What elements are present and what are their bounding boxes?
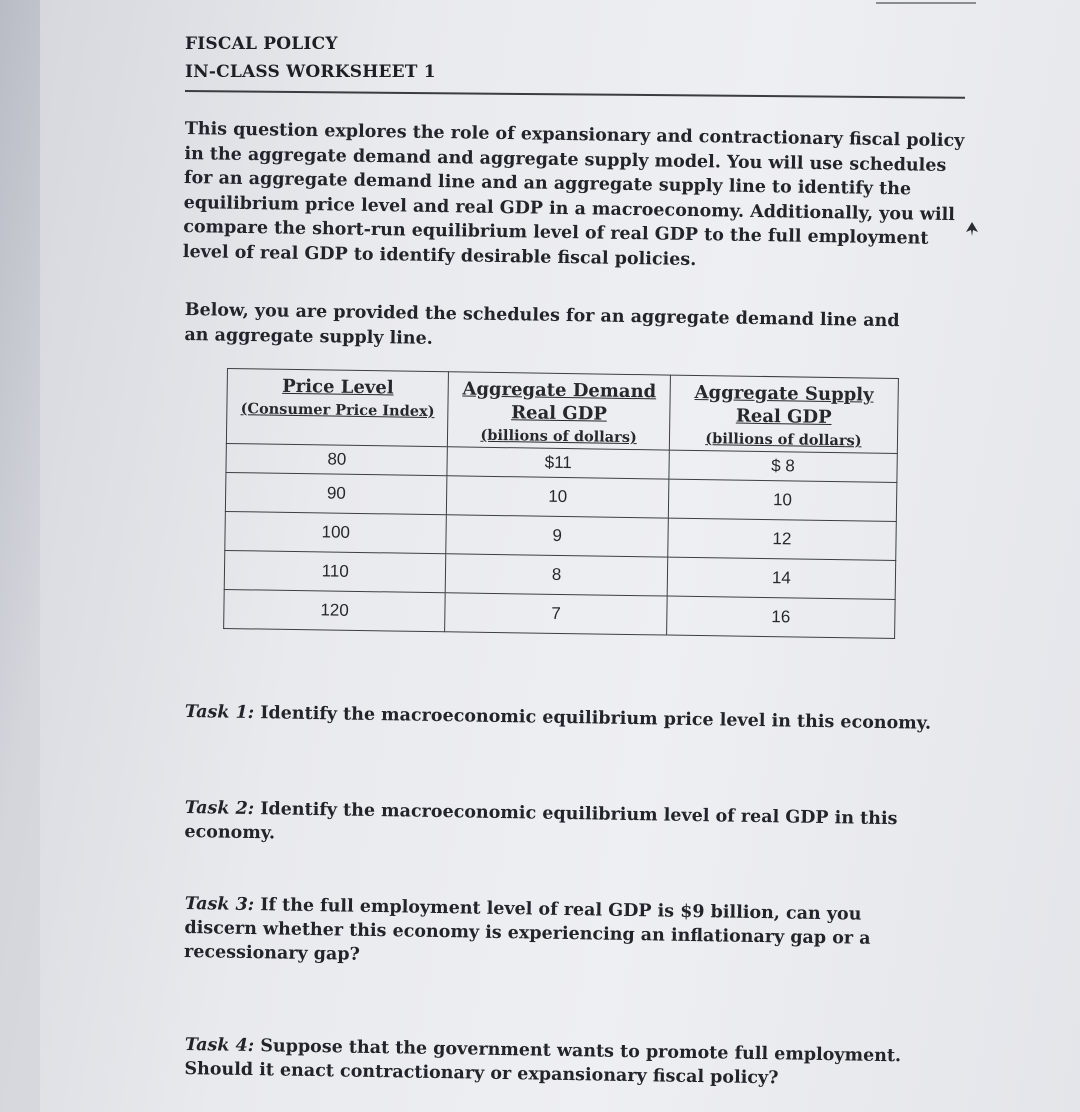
aggregate-supply-cell: 12 [668, 518, 897, 560]
table-header-row [226, 369, 898, 454]
schedule-intro-paragraph: Below, you are provided the schedules for an aggregate demand line and an aggregate supply line. [184, 299, 900, 349]
task-text: If the full employment level of real GDP is $9 billion, can you discern whether this economy is experiencing an inflationary gap or a recessionary gap? [183, 895, 871, 965]
price-level-cell: 110 [224, 550, 446, 592]
aggregate-demand-cell: 7 [445, 593, 667, 635]
header-line: Real GDP [510, 402, 607, 425]
aggregate-supply-cell: 10 [668, 479, 897, 521]
header-line: Price Level [282, 375, 394, 399]
aggregate-demand-cell: $11 [447, 447, 669, 479]
aggregate-demand-header [448, 372, 671, 450]
aggregate-supply-cell: 16 [666, 596, 895, 638]
top-divider [876, 2, 976, 4]
price-level-cell: 100 [225, 511, 447, 553]
task-text: Suppose that the government wants to promote full employment. Should it enact contractionary or expansionary fiscal policy? [184, 1036, 902, 1089]
intro-paragraph: This question explores the role of expansionary and contractionary fiscal policy in the aggregate demand and aggregate supply model. You will use schedules for an aggregate demand line and an aggregate supply line to identify the equilibrium price level and real GDP in a macroeconomy. Additionally, you will compare the short-run equilibrium level of real GDP to the full employment level of real GDP to identify desirable fiscal policies. [182, 118, 965, 270]
task-3 [184, 892, 905, 975]
header-line: Aggregate Supply [694, 381, 874, 406]
aggregate-demand-cell: 8 [446, 554, 668, 596]
price-level-cell: 120 [224, 589, 446, 631]
schedule-table [223, 368, 899, 639]
task-label: Task 3: [184, 893, 255, 916]
price-level-header [226, 369, 449, 447]
task-text: Identify the macroeconomic equilibrium price level in this economy. [260, 703, 932, 734]
header-line: Aggregate Demand [462, 378, 657, 403]
aggregate-demand-cell: 9 [446, 515, 668, 557]
aggregate-supply-cell: $ 8 [669, 450, 898, 482]
aggregate-demand-cell: 10 [447, 476, 669, 518]
task-label: Task 1: [184, 701, 255, 724]
header-line: (Consumer Price Index) [240, 400, 435, 421]
header-line: (billions of dollars) [480, 426, 637, 447]
aggregate-supply-cell: 14 [667, 557, 896, 599]
price-level-cell: 90 [225, 472, 447, 514]
aggregate-supply-header [669, 375, 898, 453]
header-line: Real GDP [735, 405, 832, 428]
task-text: Identify the macroeconomic equilibrium level of real GDP in this economy. [184, 799, 898, 844]
mouse-pointer-icon [966, 222, 978, 236]
task-label: Task 4: [184, 1034, 255, 1057]
header-line: (billions of dollars) [705, 430, 862, 450]
worksheet-title: FISCAL POLICY [185, 34, 338, 54]
task-label: Task 2: [184, 797, 255, 820]
price-level-cell: 80 [226, 443, 448, 475]
worksheet-subtitle: IN-CLASS WORKSHEET 1 [185, 62, 436, 82]
